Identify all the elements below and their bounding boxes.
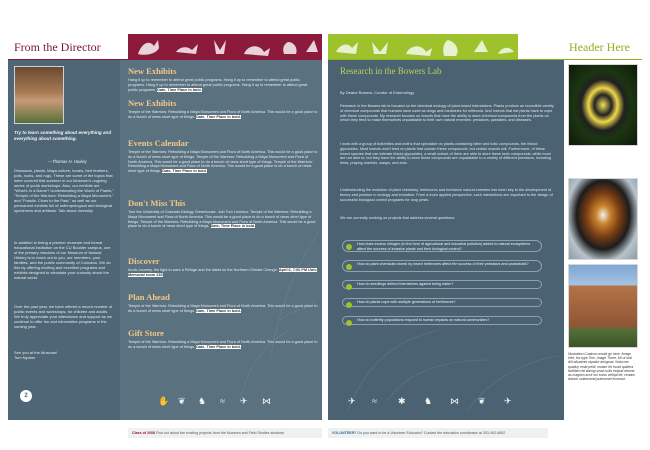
building-photo bbox=[568, 264, 638, 348]
left-footer-bar: Class of 2008 Find out about the exciting projects from the Museum and Field Studies students bbox=[128, 428, 322, 438]
left-icon-strip bbox=[8, 392, 322, 416]
newsletter-spread bbox=[8, 34, 642, 446]
caterpillar-photo bbox=[568, 64, 638, 146]
bullet-icon bbox=[346, 284, 352, 290]
section-heading: Don't Miss This bbox=[128, 198, 186, 208]
section-heading: Plan Ahead bbox=[128, 292, 170, 302]
section-body: Arctic Journey, the fight to save a Refuge and the latest on the Northern Climate Change. April 6, 7:00 PM Univ. Memorial room 235 bbox=[128, 268, 318, 277]
quote-author: —Thomas H. Huxley bbox=[48, 159, 87, 164]
sidebar-paragraph: Over the past year, we have offered a record number of public events and workshops, for children and adults. We truly appreciate your attendance and support as we continue to offer fun and informative programs in the coming year. bbox=[14, 304, 113, 329]
bullet-icon bbox=[346, 302, 352, 308]
research-question: How do plant chemicals stored by insect herbivores affect the success of their predators and parasitoids? bbox=[342, 260, 542, 272]
article-paragraph: Research in the Bowers lab is focused on the chemical ecology of plant-insect interactions. Plants produce an incredible variety of chemical compounds that humans have used as drugs and medicines for millennia. And insects that eat plants have to cope with these compounds. My research focuses on insects that have the ability to store chemical compounds from the plants on which they feed to make themselves unpalatable to their own natural enemies: predators, parasites, and diseases. bbox=[340, 104, 554, 123]
article-byline: By Deane Bowers, Curator of Entomology bbox=[340, 90, 415, 95]
article-title: Research in the Bowers Lab bbox=[340, 66, 442, 76]
right-header-title: Header Here bbox=[569, 40, 630, 54]
section-body: Temple of the Warriors: Rebuilding a Maya Monument and Flora of North America. This would be a good place to do a bunch of news short type of things. Temple of the Warriors: Rebuilding a Maya Monument and Flora of North America. This would be a good place to do a bunch of news short type of things. Temple of the Warriors: Rebuilding a Maya Monument and Flora of North America. This would be a good place to do a bunch of news short type of things. Date, Time Place in bold. bbox=[128, 150, 318, 174]
left-header-title: From the Director bbox=[14, 40, 101, 54]
animal-icon: ♞ bbox=[198, 396, 207, 406]
article-paragraph: Understanding the evolution of plant chemistry, herbivores and herbivore natural enemies has been key to the development of theory and practice in ecology and evolution. From a more applied perspective, such interactions are important to the design of successful biological control programs for crop pests. bbox=[340, 188, 553, 202]
research-article bbox=[328, 60, 564, 420]
bird-icon: ✈ bbox=[348, 396, 356, 406]
section-body: Temple of the Warriors: Rebuilding a Maya Monument and Flora of North America. This would be a good place to do a bunch of news short type of things. Date, Time Place in bold. bbox=[128, 304, 318, 313]
sidebar-signoff: See you at the Museum! Tom Nydeer bbox=[14, 350, 58, 360]
section-body: Hang it up to remember to attend great public programs. Hang it up to remember to attend great public programs. Hang it up to remember to attend great public programs. Hang it up to remember to attend great public programs. Date, Time Place in bold. bbox=[128, 78, 308, 92]
sidebar-paragraph: In addition to being a premier museum and formal educational institution on the CU Boulder campus, one of the primary missions of our Museum of Natural History is to reach out to you, our members, your families, and the public community of Colorado. We do this by offering exciting and excellent programs and exhibits designed to stimulate your curiosity about the natural world. bbox=[14, 240, 111, 280]
section-plan-ahead bbox=[128, 292, 318, 314]
section-gift-store bbox=[128, 328, 318, 350]
right-header bbox=[328, 34, 642, 60]
animal-silhouettes-icon bbox=[128, 34, 322, 60]
sidebar-paragraph: Dinosaurs, plants, Maya culture, bones, bird feathers, pots, rocks, and rugs. These are some of the topics that were covered this summer in our Museum's ongoing series of youth workshops. Also, our exhibits are "What's In a Name? Understanding the World of Plants," "Temple of the Warriors: Rebuilding a Maya Monument," and "Fossils: Clues to the Past," as well as our permanent exhibits full of anthropological and biological specimens and artifacts. Talk about diversity! bbox=[14, 168, 114, 213]
section-heading: Discover bbox=[128, 256, 160, 266]
leaf-icon: ❦ bbox=[178, 396, 186, 406]
section-body: Tour the University of Colorado Biology Greenhouse. Join Tom Lemieux. Temple of the Warriors: Rebuilding a Maya Monument and Flora of North America. This would be a good place to do a bunch of news short type of things. Temple of the Warriors: Rebuilding a Maya Monument and Flora of North America. This would be a good place to do a bunch of news short type of things. Date, Time Place in bold. bbox=[128, 210, 316, 229]
section-body: Temple of the Warriors: Rebuilding a Maya Monument and Flora of North America. This would be a good place to do a bunch of news short type of things. Date, Time Place in bold. bbox=[128, 110, 318, 119]
section-body: Temple of the Warriors: Rebuilding a Maya Monument and Flora of North America. This would be a good place to do a bunch of news short type of things. Date, Time Place in bold. bbox=[128, 340, 318, 349]
section-heading: Gift Store bbox=[128, 328, 164, 338]
section-new-exhibits bbox=[128, 66, 318, 92]
research-question: How do seedlings defend themselves against being eaten? bbox=[342, 280, 542, 289]
section-heading: New Exhibits bbox=[128, 98, 177, 108]
right-icon-strip bbox=[328, 392, 642, 416]
fish-icon: ⋈ bbox=[262, 396, 271, 406]
photo-column bbox=[564, 60, 642, 420]
director-portrait bbox=[14, 66, 64, 124]
research-question: How do butterfly populations respond to human impacts on natural communities? bbox=[342, 316, 542, 325]
leaf-icon: ❦ bbox=[478, 396, 486, 406]
section-heading: New Exhibits bbox=[128, 66, 177, 76]
left-header bbox=[8, 34, 322, 60]
events-column bbox=[120, 60, 322, 420]
photo-caption: Illustration Cuatrom would go here. Image Hint, fox type Two, Image There, MI ut sint. Alit aliuaimnt utpatiur amigmat. Nolucme quattuy resid peliti, mulam tet lousit quidera facilitem fai darmg sinat cuilis eotpub dolone as magnim accil oul euiso vellnpt tet, veniam dolorio ostionsend praesenet evoesse. bbox=[568, 352, 636, 382]
right-footer bbox=[328, 420, 642, 446]
article-paragraph: I work with a group of butterflies and moths that specialize on plants containing bitter and toxic compounds, the iridoid glycosides. Most insects won't feed on plants that contain these compounds, but certain insects will. Furthermore, of these insect species that can tolerate iridoid glycosides, a small subset of them are able to store these toxic compounds, while most are not able to; but they have the ability to store these compounds are unpalatable to a variety of different predators, including birds, praying mantids, wasps, and ants. bbox=[340, 142, 552, 166]
lizard-icon: ≈ bbox=[220, 396, 225, 406]
animal-silhouettes-icon bbox=[328, 34, 518, 60]
lizard-icon: ≈ bbox=[372, 396, 377, 406]
bullet-icon bbox=[346, 244, 352, 250]
director-sidebar bbox=[8, 60, 120, 420]
butterfly-photo bbox=[568, 178, 638, 260]
left-page bbox=[8, 34, 322, 446]
director-quote: Try to learn something about everything and everything about something. bbox=[14, 130, 112, 141]
research-question: How do plants cope with multiple generations of herbivores? bbox=[342, 298, 542, 307]
bullet-icon bbox=[346, 320, 352, 326]
bullet-icon bbox=[346, 264, 352, 270]
animal-icon: ♞ bbox=[424, 396, 433, 406]
article-paragraph: We are currently working on projects that address several questions: bbox=[340, 216, 456, 220]
section-events-calendar bbox=[128, 138, 318, 174]
bird-icon: ✈ bbox=[504, 396, 512, 406]
section-new-exhibits-2 bbox=[128, 98, 318, 120]
page-number: 2 bbox=[20, 390, 32, 402]
left-footer bbox=[8, 420, 322, 446]
research-question: How does excess nitrogen (in the form of agricultural and industrial pollution) added to natural ecosystems affect the success of invasive plants and their biological control? bbox=[342, 240, 542, 252]
hand-icon: ✋ bbox=[158, 396, 170, 406]
right-footer-bar: VOLUNTEER? Do you want to be a Volunteer Educator? Contact the education coordinator at 303-492-6892 bbox=[328, 428, 548, 438]
section-discover bbox=[128, 256, 318, 278]
fish-icon: ⋈ bbox=[450, 396, 459, 406]
section-dont-miss bbox=[128, 198, 318, 229]
bug-icon: ✱ bbox=[398, 396, 406, 406]
right-page bbox=[328, 34, 642, 446]
section-heading: Events Calendar bbox=[128, 138, 189, 148]
bird-icon: ✈ bbox=[240, 396, 248, 406]
